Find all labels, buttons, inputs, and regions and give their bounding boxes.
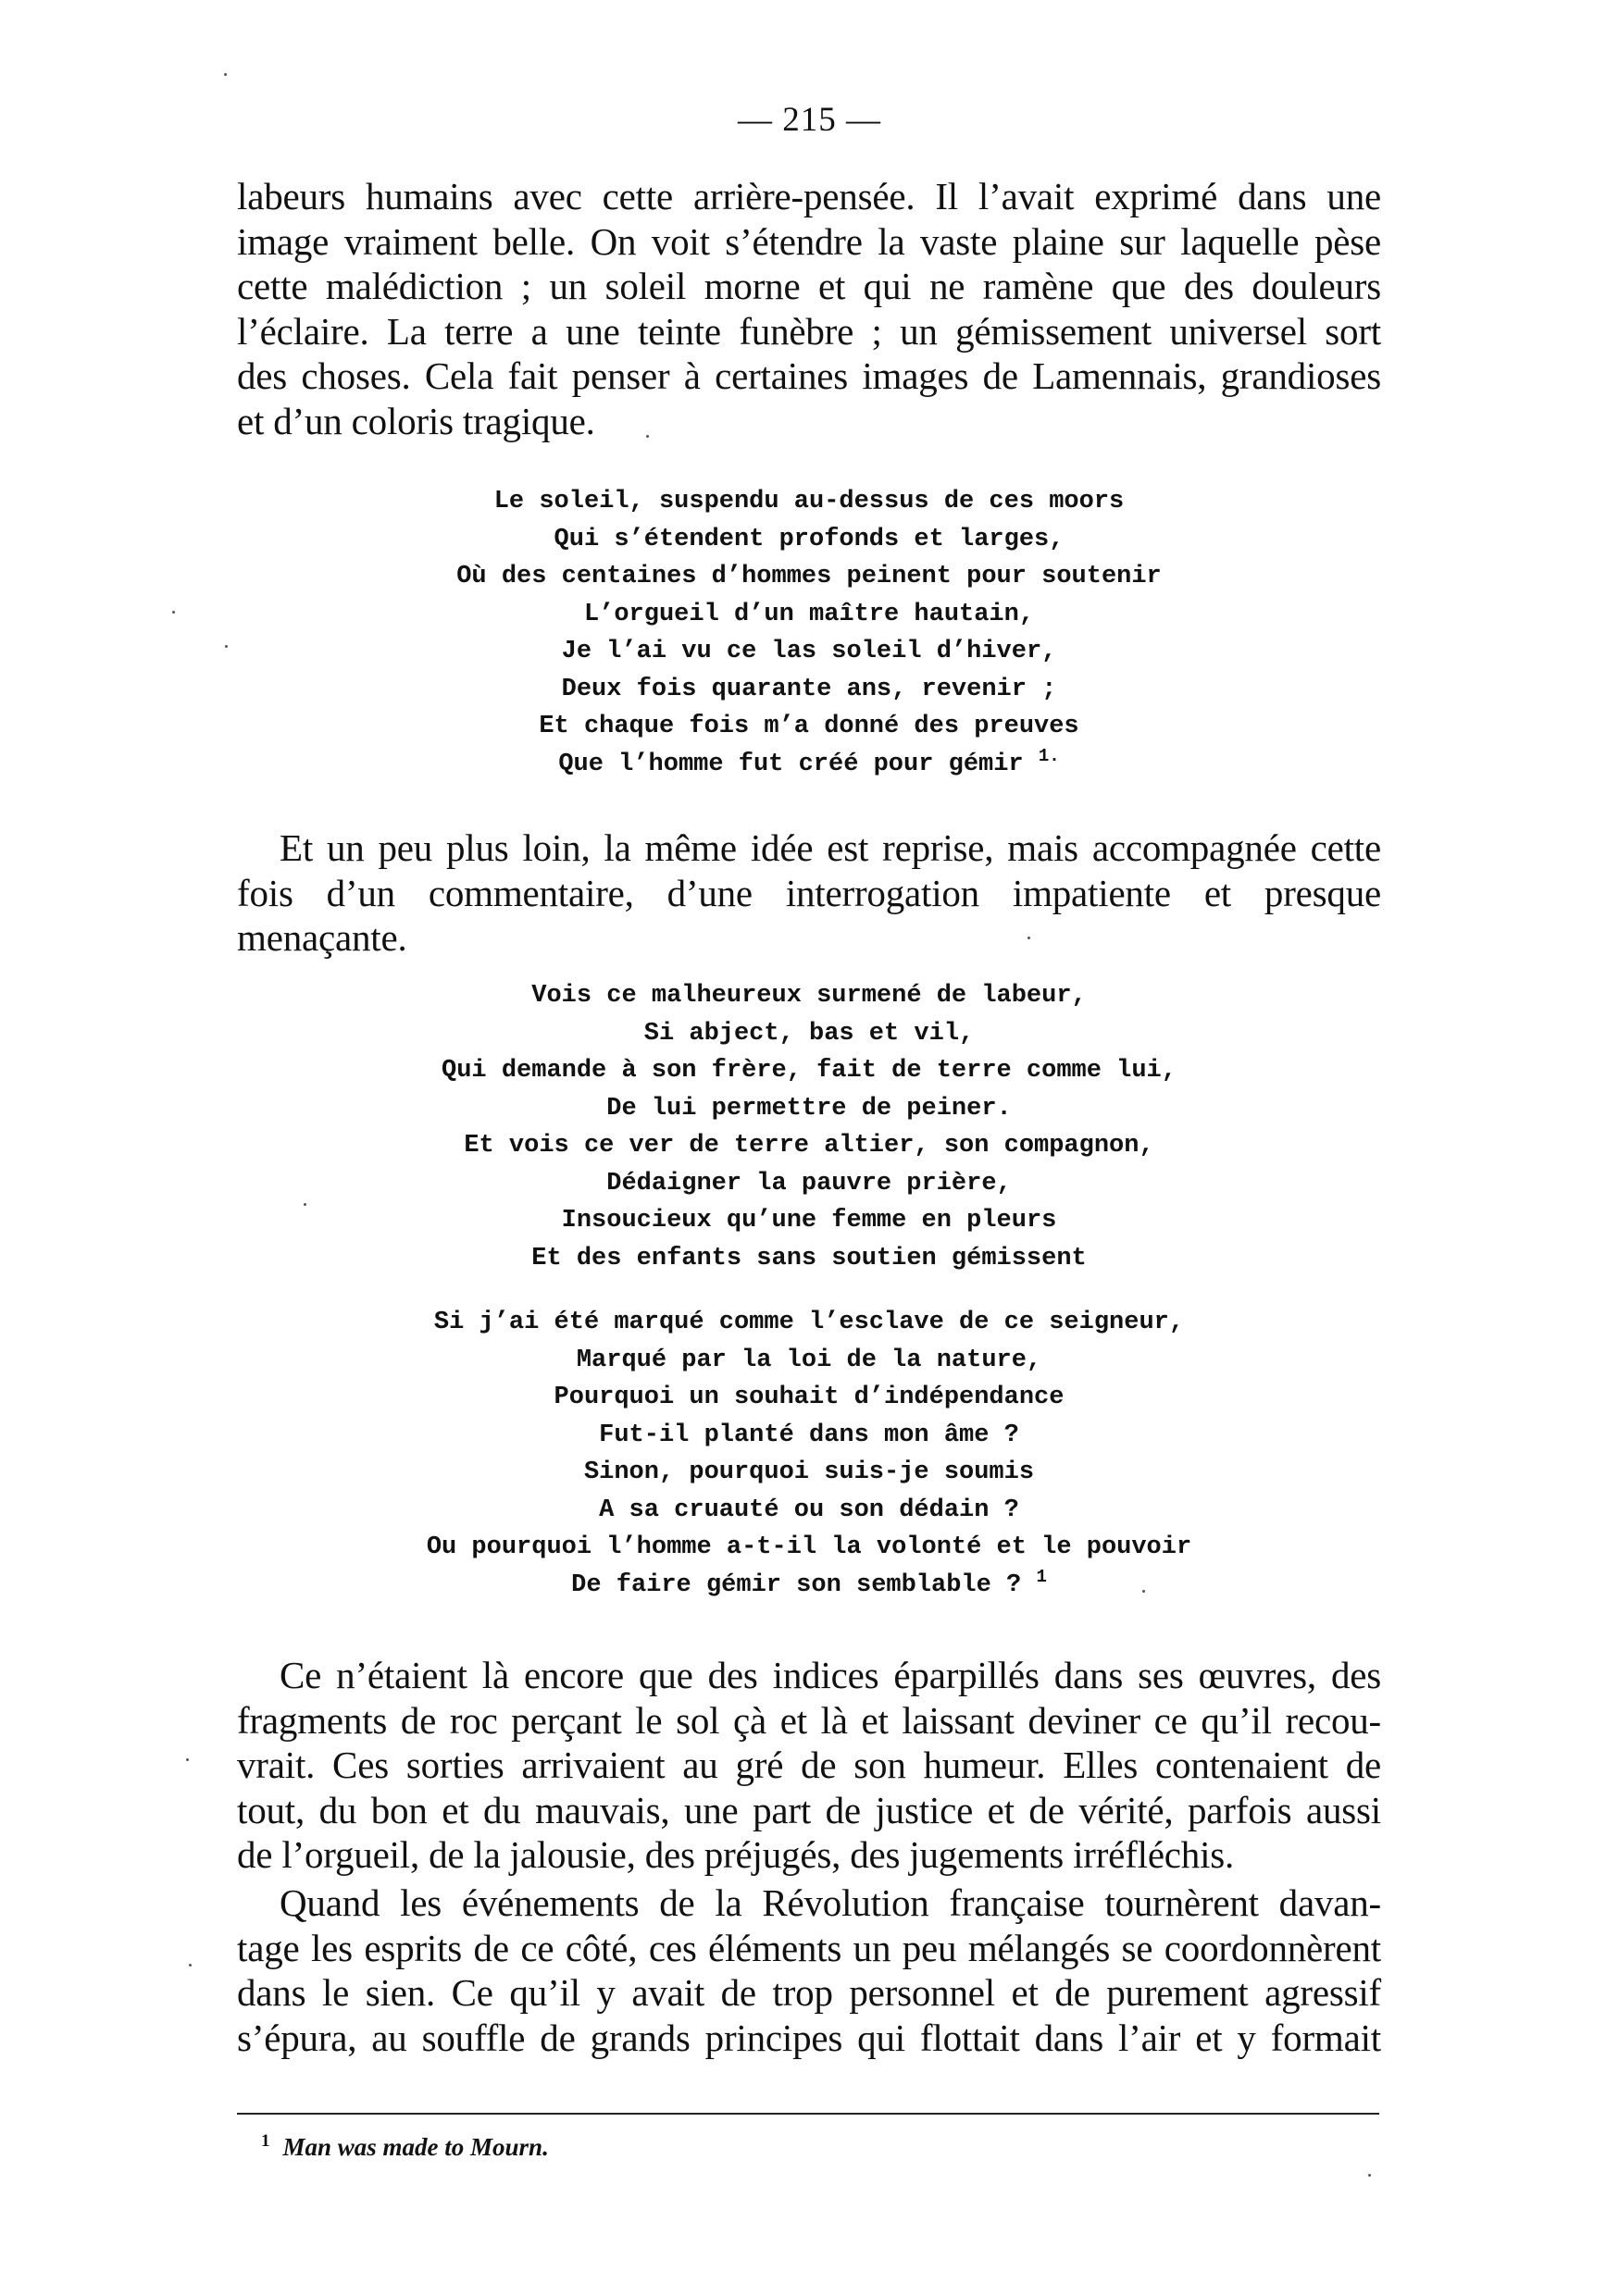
verse-line: Sinon, pourquoi suis-je soumis (583, 1458, 1035, 1486)
verse-line: Et vois ce ver de terre altier, son compagnon, (464, 1132, 1154, 1160)
footnote-text: Man was made to Mourn. (282, 2133, 549, 2161)
verse-line: Et chaque fois m’a donné des preuves (539, 713, 1079, 740)
verse-line: Vois ce malheureux surmené de labeur, (531, 982, 1087, 1010)
verse-line: Qui demande à son frère, fait de terre comme lui, (442, 1057, 1177, 1085)
verse-line: Le soleil, suspendu au-dessus de ces moors (493, 488, 1125, 515)
verse-line: Insoucieux qu’une femme en pleurs (561, 1207, 1057, 1235)
verse-line: Fut-il planté dans mon âme ? (599, 1421, 1019, 1449)
text-line: labeurs humains avec cette arrière-pensée. Il l’avait exprimé dans une (237, 175, 1381, 217)
verse-line: Marqué par la loi de la nature, (576, 1346, 1042, 1374)
scan-speck (646, 435, 649, 438)
text-line: vrait. Ces sorties arrivaient au gré de son humeur. Elles contenaient de (237, 1744, 1381, 1786)
verse-line: Et des enfants sans soutien gémissent (531, 1244, 1087, 1272)
verse-line: Je l’ai vu ce las soleil d’hiver, (561, 638, 1057, 665)
text-line: image vraiment belle. On voit s’étendre la vaste plaine sur laquelle pèse (237, 219, 1381, 263)
footnote-mark: 1 (261, 2131, 270, 2151)
poem-1 (237, 483, 1381, 783)
text-line: des choses. Cela fait penser à certaines images de Lamennais, grandioses (237, 354, 1381, 397)
scan-speck (224, 73, 227, 76)
verse-line: A sa cruauté ou son dédain ? (599, 1496, 1019, 1524)
text-line: tage les esprits de ce côté, ces éléments un peu mélangés se coordonnèrent (237, 1926, 1381, 1969)
text-line: de l’orgueil, de la jalousie, des préjugés, des jugements irréfléchis. (237, 1833, 1235, 1876)
text-line: Quand les événements de la Révolution française tournèrent davan- (280, 1881, 1381, 1924)
scan-speck (186, 1758, 189, 1761)
footnote-divider (237, 2113, 1379, 2115)
footnote-ref: 1. (1038, 745, 1060, 766)
text-line: et d’un coloris tragique. (237, 399, 595, 442)
text-line: Et un peu plus loin, la même idée est reprise, mais accompagnée cette (280, 826, 1381, 869)
scan-speck (1142, 1590, 1145, 1593)
verse-line: Qui s’étendent profonds et larges, (554, 525, 1065, 553)
poem-2-stanza-2 (237, 1304, 1381, 1604)
text-line: Ce n’étaient là encore que des indices éparpillés dans ses œuvres, des (280, 1654, 1381, 1696)
verse-line (237, 746, 1381, 784)
paragraph-2 (237, 825, 1381, 961)
paragraph-3 (237, 1653, 1381, 1878)
verse-text: De faire gémir son semblable ? (571, 1570, 1022, 1599)
verse-line: L’orgueil d’un maître hautain, (583, 600, 1035, 628)
text-line: menaçante. (237, 916, 407, 959)
poem-2-stanza-1 (237, 977, 1381, 1277)
verse-line: Deux fois quarante ans, revenir ; (561, 675, 1057, 703)
paragraph-1 (237, 174, 1381, 443)
text-line: fois d’un commentaire, d’une interrogation impatiente et presque (237, 871, 1381, 914)
scan-speck (304, 1203, 306, 1206)
text-line: fragments de roc perçant le sol çà et là et laissant deviner ce qu’il recou- (237, 1698, 1381, 1742)
verse-line: Où des centaines d’hommes peinent pour soutenir (456, 563, 1162, 590)
page-number: — 215 — (738, 101, 881, 139)
text-line: s’épura, au souffle de grands principes qui flottait dans l’air et y formait (237, 2016, 1381, 2059)
scan-speck (189, 1964, 192, 1967)
text-line: dans le sien. Ce qu’il y avait de trop personnel et de purement agressif (237, 1971, 1381, 2014)
text-line: tout, du bon et du mauvais, une part de justice et de vérité, parfois aussi (237, 1788, 1381, 1831)
verse-line: Si abject, bas et vil, (643, 1019, 975, 1048)
scan-speck (225, 645, 228, 648)
verse-line: Dédaigner la pauvre prière, (606, 1169, 1012, 1198)
verse-text: Que l’homme fut créé pour gémir (558, 750, 1024, 778)
scan-speck (1368, 2174, 1371, 2177)
text-line: l’éclaire. La terre a une teinte funèbre ; un gémissement universel sort (237, 309, 1381, 353)
verse-line (237, 1567, 1381, 1605)
scan-speck (172, 611, 175, 614)
paragraph-4 (237, 1880, 1381, 2060)
verse-line: Si j’ai été marqué comme l’esclave de ce seigneur, (433, 1309, 1185, 1336)
footnote-ref: 1 (1036, 1566, 1047, 1587)
text-line: cette malédiction ; un soleil morne et qui ne ramène que des douleurs (237, 265, 1381, 307)
verse-line: De lui permettre de peiner. (606, 1094, 1012, 1123)
verse-line: Ou pourquoi l’homme a-t-il la volonté et le pouvoir (426, 1533, 1192, 1561)
footnote (261, 2131, 549, 2162)
verse-line: Pourquoi un souhait d’indépendance (554, 1384, 1065, 1411)
scan-speck (1027, 937, 1030, 939)
